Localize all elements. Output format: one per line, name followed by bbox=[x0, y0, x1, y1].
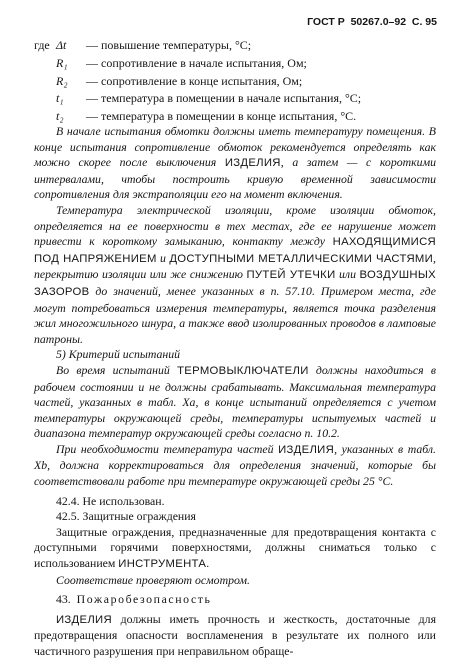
text-span: или bbox=[335, 267, 360, 282]
text-span: При необходимости температура частей bbox=[56, 441, 279, 456]
compliance-check: Соответствие проверяют осмотром. bbox=[56, 572, 250, 587]
clause-43-heading bbox=[34, 592, 436, 608]
legend-lead bbox=[34, 73, 56, 91]
text-span: . bbox=[206, 556, 210, 571]
legend-symbol: R₁ bbox=[56, 55, 68, 70]
legend-lead: где bbox=[34, 38, 50, 52]
text-span: В начале испытания обмотки должны иметь температуру помещения. В конце испытания сопротивление обмоток рекомендуется определять как можно скорее после выключения bbox=[34, 124, 436, 170]
clause-number: 43. bbox=[56, 592, 71, 607]
paragraph-winding-temperature bbox=[34, 124, 436, 203]
text-span: и bbox=[156, 250, 170, 265]
text-span: должны иметь прочность и жесткость, достаточные для предотвращения опасности воспламенения в результате их полного или частичного разрушения при неправильном обраще- bbox=[34, 611, 436, 658]
text-span: должны находиться в рабочем состоянии и не должны срабатывать. Максимальная температура частей, указанных в табл. Ха, в конце испытаний определяется с учетом температуры окружающей среды, температуры испытуемых частей и диапазона температур окружающей среды согласно п. 10.2. bbox=[34, 362, 436, 441]
text-span: , указанных в табл. Хb, должна корректироваться для определения значений, которые бы соответствовали работе при температуре окружающей среды 25 °С. bbox=[34, 441, 436, 489]
clause-title: Пожаробезопасность bbox=[76, 592, 212, 607]
legend-description: — повышение температуры, °С; bbox=[86, 38, 252, 52]
paragraph-temperature-correction bbox=[34, 442, 436, 490]
page-header: ГОСТ Р 50267.0–92 С. 95 bbox=[307, 16, 437, 28]
text-span: Во время испытаний bbox=[56, 362, 178, 377]
legend-symbol: t₁ bbox=[56, 91, 64, 106]
defined-term: ИЗДЕЛИЯ bbox=[224, 157, 281, 170]
legend-description: — температура в помещении в конце испытания, °С. bbox=[86, 109, 357, 124]
subheading-test-criterion: 5) Критерий испытаний bbox=[56, 347, 181, 362]
legend-symbol: R₂ bbox=[56, 73, 68, 88]
text-span: Защитные ограждения, предназначенные для предотвращения контакта с доступными горячими поверхностями, должны сниматься только с использованием bbox=[34, 524, 436, 571]
legend-description: — сопротивление в конце испытания, Ом; bbox=[86, 73, 303, 88]
legend-description: — температура в помещении в начале испытания, °С; bbox=[86, 91, 362, 106]
legend-row bbox=[34, 73, 454, 91]
text-span: до значений, менее указанных в п. 57.10. Примером места, где могут потребоваться измерения температуры, является точка разделения жил многожильного шнура, а также ввод изолированных проводов в ламповые патроны. bbox=[34, 283, 436, 346]
defined-term: ТЕРМОВЫКЛЮЧАТЕЛИ bbox=[177, 364, 309, 377]
paragraph-protective-guards bbox=[34, 525, 436, 573]
defined-term: ИНСТРУМЕНТА bbox=[118, 558, 207, 571]
paragraph-fire-safety bbox=[34, 612, 436, 660]
legend-row bbox=[34, 55, 454, 73]
defined-term: ИЗДЕЛИЯ bbox=[278, 443, 335, 456]
text-span: Температура электрической изоляции, кроме изоляции обмоток, определяется на ее поверхности в тех местах, где ее нарушение может привести к короткому замыканию, контакту между bbox=[34, 202, 436, 249]
clause-42-5-heading: 42.5. Защитные ограждения bbox=[56, 509, 196, 524]
clause-42-4: 42.4. Не использован. bbox=[56, 493, 165, 508]
text-span: , перекрытию изоляции или же снижению bbox=[34, 250, 436, 282]
legend-symbol: Δt bbox=[56, 38, 67, 52]
defined-term: ИЗДЕЛИЯ bbox=[56, 613, 112, 626]
legend-symbol: t₂ bbox=[56, 109, 64, 124]
defined-term: НАХОДЯЩИМИСЯ ПОД НАПРЯЖЕНИЕМ bbox=[34, 236, 436, 265]
paragraph-insulation-temperature bbox=[34, 203, 436, 347]
symbol-legend bbox=[34, 37, 454, 126]
paragraph-thermal-cutouts bbox=[34, 363, 436, 442]
defined-term: ПУТЕЙ УТЕЧКИ bbox=[246, 269, 336, 282]
legend-row bbox=[34, 37, 454, 55]
legend-row bbox=[34, 90, 454, 108]
legend-lead bbox=[34, 55, 56, 73]
legend-lead bbox=[34, 90, 56, 108]
defined-term: ДОСТУПНЫМИ МЕТАЛЛИЧЕСКИМИ ЧАСТЯМИ bbox=[169, 252, 434, 265]
legend-description: — сопротивление в начале испытания, Ом; bbox=[86, 55, 307, 70]
defined-term: ВОЗДУШНЫХ ЗАЗОРОВ bbox=[34, 269, 436, 298]
text-span: , а затем — с короткими интервалами, чтобы построить кривую временной зависимости сопротивления для экстраполяции его на момент включения. bbox=[34, 155, 436, 202]
document-body bbox=[34, 124, 436, 660]
